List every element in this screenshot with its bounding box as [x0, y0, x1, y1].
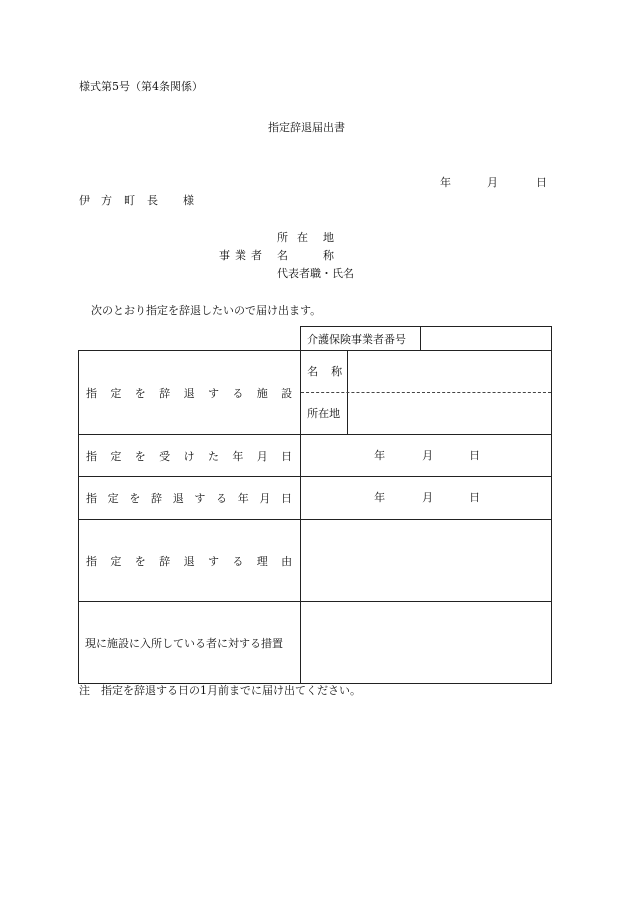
designated-date-year-unit: 年 — [374, 449, 386, 462]
addressee-char: 方 — [101, 194, 112, 207]
withdrawal-date-label: 指 定 を 辞 退 す る 年 月 日 — [86, 492, 293, 505]
date-month-label: 月 — [487, 176, 498, 189]
resident-measures-field[interactable] — [301, 602, 552, 684]
addressee-char: 伊 — [79, 194, 90, 207]
facility-address-label: 所在地 — [307, 407, 341, 420]
resident-measures-row — [79, 602, 552, 684]
withdrawal-reason-field[interactable] — [301, 520, 552, 602]
withdrawal-date-year-unit: 年 — [374, 491, 386, 504]
withdrawal-reason-label: 指 定 を 辞 退 す る 理 由 — [86, 554, 293, 568]
facility-name-field[interactable] — [348, 351, 551, 392]
applicant-representative-label: 代表者職・氏名 — [277, 267, 354, 280]
withdrawal-reason-label-cell — [79, 520, 301, 602]
date-year-label: 年 — [440, 176, 451, 189]
form-title: 指定辞退届出書 — [268, 121, 345, 134]
provider-number-label: 介護保険事業者番号 — [301, 327, 421, 351]
designated-date-day-unit: 日 — [469, 449, 481, 462]
withdrawal-date-field[interactable] — [301, 477, 552, 520]
withdrawal-date-label-cell — [79, 477, 301, 520]
form-number: 様式第5号（第4条関係） — [79, 80, 203, 93]
addressee-char: 様 — [183, 194, 194, 207]
withdrawal-date-day-unit: 日 — [469, 491, 481, 504]
designated-date-row — [79, 435, 552, 477]
addressee-char: 長 — [147, 194, 158, 207]
facility-label-cell — [79, 351, 301, 435]
date-day-label: 日 — [536, 176, 547, 189]
designated-date-field[interactable] — [301, 435, 552, 477]
withdrawal-reason-row — [79, 520, 552, 602]
facility-detail-cell: 名 称 所在地 — [301, 351, 552, 435]
facility-label: 指 定 を 辞 退 す る 施 設 — [86, 386, 293, 400]
withdrawal-date-row — [79, 477, 552, 520]
footnote: 注 指定を辞退する日の1月前までに届け出てください。 — [79, 684, 361, 697]
facility-row — [79, 351, 552, 435]
withdrawal-form-table — [78, 350, 552, 684]
facility-address-field[interactable] — [348, 393, 551, 434]
designated-date-label: 指 定 を 受 け た 年 月 日 — [86, 449, 293, 463]
withdrawal-date-month-unit: 月 — [422, 491, 434, 504]
resident-measures-label: 現に施設に入所している者に対する措置 — [79, 602, 301, 684]
provider-number-field[interactable] — [421, 327, 552, 351]
intro-text: 次のとおり指定を辞退したいので届け出ます。 — [91, 304, 322, 317]
addressee — [79, 195, 197, 207]
designated-date-label-cell — [79, 435, 301, 477]
addressee-char: 町 — [124, 194, 135, 207]
provider-number-table — [300, 326, 552, 351]
designated-date-month-unit: 月 — [422, 449, 434, 462]
